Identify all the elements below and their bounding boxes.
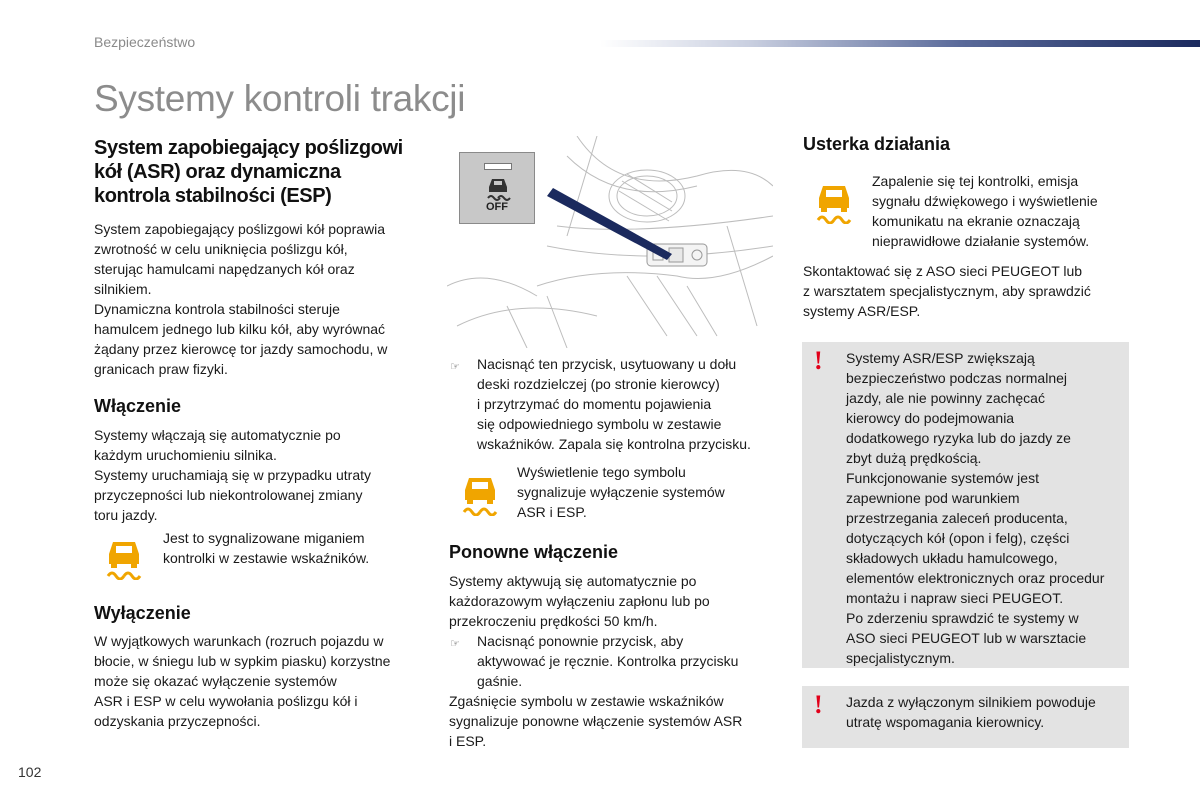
warning-icon: !	[814, 690, 823, 719]
warning-engine-off-text: Jazda z wyłączonym silnikiem powoduje utratę wspomagania kierownicy.	[846, 694, 1096, 730]
bullet-icon: ☞	[450, 361, 460, 373]
deactivation-text: W wyjątkowych warunkach (rozruch pojazdu w błocie, w śniegu lub w sypkim piasku) korzystne może się okazać wyłączenie systemów ASR i ESP w celu wywołania poślizgu kół i odzyskania przyczepności.	[94, 633, 391, 729]
intro-text: System zapobiegający poślizgowi kół poprawia zwrotność w celu uniknięcia poślizgu kół, sterując hamulcami napędzanych kół oraz silnikiem. Dynamiczna kontrola stabilności steruje hamulcem jednego lub kilku kół, aby wyrównać żądany przez kierowcę tor jazdy samochodu, w granicach praw fizyki.	[94, 221, 388, 377]
activation-heading: Włączenie	[94, 396, 182, 416]
skid-car-off-icon	[460, 474, 500, 516]
fault-heading: Usterka działania	[803, 134, 951, 154]
reactivation-text: Systemy aktywują się automatycznie po każdorazowym wyłączeniu zapłonu lub po przekroczeniu prędkości 50 km/h.	[449, 573, 710, 629]
bullet-icon: ☞	[450, 638, 460, 650]
reactivation-end-text: Zgaśnięcie symbolu w zestawie wskaźników sygnalizuje ponowne włączenie systemów ASR i ESP.	[449, 693, 743, 749]
section-label: Bezpieczeństwo	[94, 34, 196, 50]
reactivation-press-text: ☞ Nacisnąć ponownie przycisk, aby aktywować je ręcznie. Kontrolka przycisku gaśnie.	[450, 633, 739, 689]
reactivation-heading: Ponowne włączenie	[449, 542, 619, 562]
page-number: 102	[18, 764, 42, 780]
esp-off-button-icon	[459, 152, 535, 224]
symbol-off-text: Wyświetlenie tego symbolu sygnalizuje wyłączenie systemów ASR i ESP.	[517, 464, 725, 520]
page-title: Systemy kontroli trakcji	[94, 78, 466, 119]
fault-icon-text: Zapalenie się tej kontrolki, emisja sygnału dźwiękowego i wyświetlenie komunikatu na ekranie oznaczają nieprawidłowe działanie systemów.	[872, 173, 1098, 249]
skid-car-fault-icon	[814, 182, 854, 224]
skid-car-icon	[104, 538, 144, 580]
fault-text: Skontaktować się z ASO sieci PEUGEOT lub z warsztatem specjalistycznym, aby sprawdzić systemy ASR/ESP.	[803, 263, 1091, 319]
activation-text: Systemy włączają się automatycznie po każdym uruchomieniu silnika. Systemy uruchamiają się w przypadku utraty przyczepności lub niekontrolowanej zmiany toru jazdy.	[94, 427, 371, 523]
warning-safety-text: Systemy ASR/ESP zwiększają bezpieczeństwo podczas normalnej jazdy, ale nie powinny zachęcać kierowcy do podejmowania dodatkowego ryzyka lub do jazdy ze zbyt dużą prędkością. Funkcjonowanie systemów jest zapewnione pod warunkiem przestrzegania zaleceń producenta, dotyczących kół (opon i felg), części składowych układu hamulcowego, elementów elektronicznych oraz procedur montażu i napraw sieci PEUGEOT. Po zderzeniu sprawdzić te systemy w ASO sieci PEUGEOT lub w warsztacie specjalistycznym.	[846, 350, 1105, 666]
warning-box-engine-off	[802, 686, 1129, 748]
warning-box-safety	[802, 342, 1129, 668]
warning-icon: !	[814, 346, 823, 375]
activation-icon-text: Jest to sygnalizowane miganiem kontrolki w zestawie wskaźników.	[163, 530, 370, 566]
press-button-text: ☞ Nacisnąć ten przycisk, usytuowany u dołu deski rozdzielczej (po stronie kierowcy) i przytrzymać do momentu pojawienia się odpowiedniego symbolu w zestawie wskaźników. Zapala się kontrolna przycisku.	[450, 356, 751, 452]
deactivation-heading: Wyłączenie	[94, 603, 191, 623]
header-bar	[600, 40, 1200, 47]
asr-esp-heading: System zapobiegający poślizgowi kół (ASR) oraz dynamiczna kontrola stabilności (ESP)	[94, 137, 403, 207]
esp-off-label: OFF	[486, 201, 508, 213]
esp-button-car-icon	[485, 177, 511, 201]
